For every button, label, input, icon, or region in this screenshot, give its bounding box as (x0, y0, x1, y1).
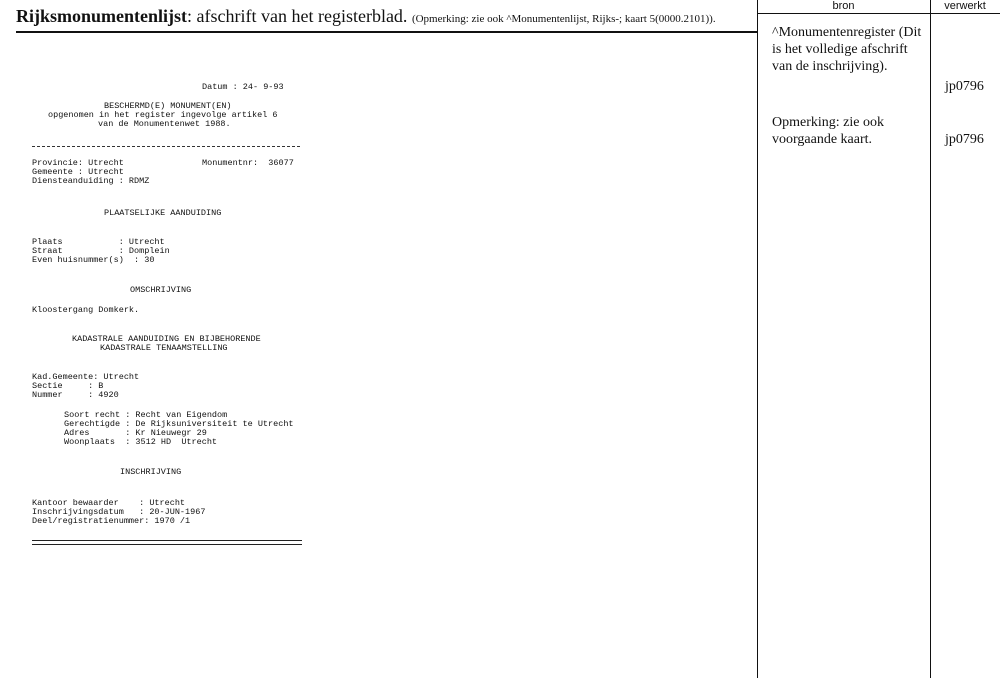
doc-heading-3: van de Monumentenwet 1988. (98, 119, 231, 129)
doc-recht-line: Gerechtigde : De Rijksuniversiteit te Utrecht (64, 419, 294, 429)
doc-plaats-line: Even huisnummer(s) : 30 (32, 255, 155, 265)
doc-inschrijving-line: Kantoor bewaarder : Utrecht (32, 498, 186, 508)
title-rule (16, 31, 757, 33)
doc-inschrijving-line: Deel/registratienummer: 1970 /1 (32, 516, 191, 526)
doc-plaats-line: Plaats : Utrecht (32, 237, 165, 247)
doc-plaats-line: Straat : Domplein (32, 246, 170, 256)
title-note: (Opmerking: zie ook ^Monumentenlijst, Rijks-; kaart 5(0000.2101)). (411, 13, 716, 25)
doc-kadaster-line: Nummer : 4920 (32, 390, 119, 400)
bron-entry: ^Monumentenregister (Dit is het volledige afschrift van de inschrijving). (772, 25, 922, 74)
doc-heading-2: opgenomen in het register ingevolge artikel 6 (48, 110, 278, 120)
column-header-bron: bron (832, 0, 855, 12)
doc-gemeente: Gemeente : Utrecht (32, 167, 124, 177)
page-title: Rijksmonumentenlijst: afschrift van het registerblad. (Opmerking: zie ook ^Monumentenlijst, Rijks-; kaart 5(0000.2101)). (16, 6, 716, 26)
doc-heading-1: BESCHERMD(E) MONUMENT(EN) (104, 101, 232, 111)
doc-section-kadaster-1: KADASTRALE AANDUIDING EN BIJBEHORENDE (72, 334, 261, 344)
doc-provincie: Provincie: Utrecht (32, 158, 124, 168)
doc-recht-line: Soort recht : Recht van Eigendom (64, 410, 228, 420)
doc-double-rule (32, 540, 302, 545)
doc-kadaster-line: Sectie : B (32, 381, 104, 391)
header-rule (757, 13, 1000, 14)
verwerkt-entry: jp0796 (945, 132, 984, 147)
doc-section-kadaster-2: KADASTRALE TENAAMSTELLING (100, 343, 228, 353)
doc-section-omschrijving: OMSCHRIJVING (130, 285, 192, 295)
doc-kadaster-line: Kad.Gemeente: Utrecht (32, 372, 140, 382)
doc-section-plaats: PLAATSELIJKE AANDUIDING (104, 208, 222, 218)
doc-omschrijving: Kloostergang Domkerk. (32, 305, 140, 315)
bron-entry: Opmerking: zie ook voorgaande kaart. (772, 115, 884, 147)
doc-dienst: Diensteanduiding : RDMZ (32, 176, 150, 186)
doc-recht-line: Woonplaats : 3512 HD Utrecht (64, 437, 218, 447)
column-header-verwerkt: verwerkt (944, 0, 986, 12)
column-divider (757, 0, 758, 678)
doc-recht-line: Adres : Kr Nieuwegr 29 (64, 428, 207, 438)
doc-inschrijving-line: Inschrijvingsdatum : 20-JUN-1967 (32, 507, 206, 517)
doc-dash-rule (32, 146, 300, 148)
doc-monumentnr: Monumentnr: 36077 (202, 158, 294, 168)
doc-datum: Datum : 24- 9-93 (202, 82, 284, 92)
doc-section-inschrijving: INSCHRIJVING (120, 467, 182, 477)
column-divider (930, 0, 931, 678)
verwerkt-entry: jp0796 (945, 79, 984, 94)
